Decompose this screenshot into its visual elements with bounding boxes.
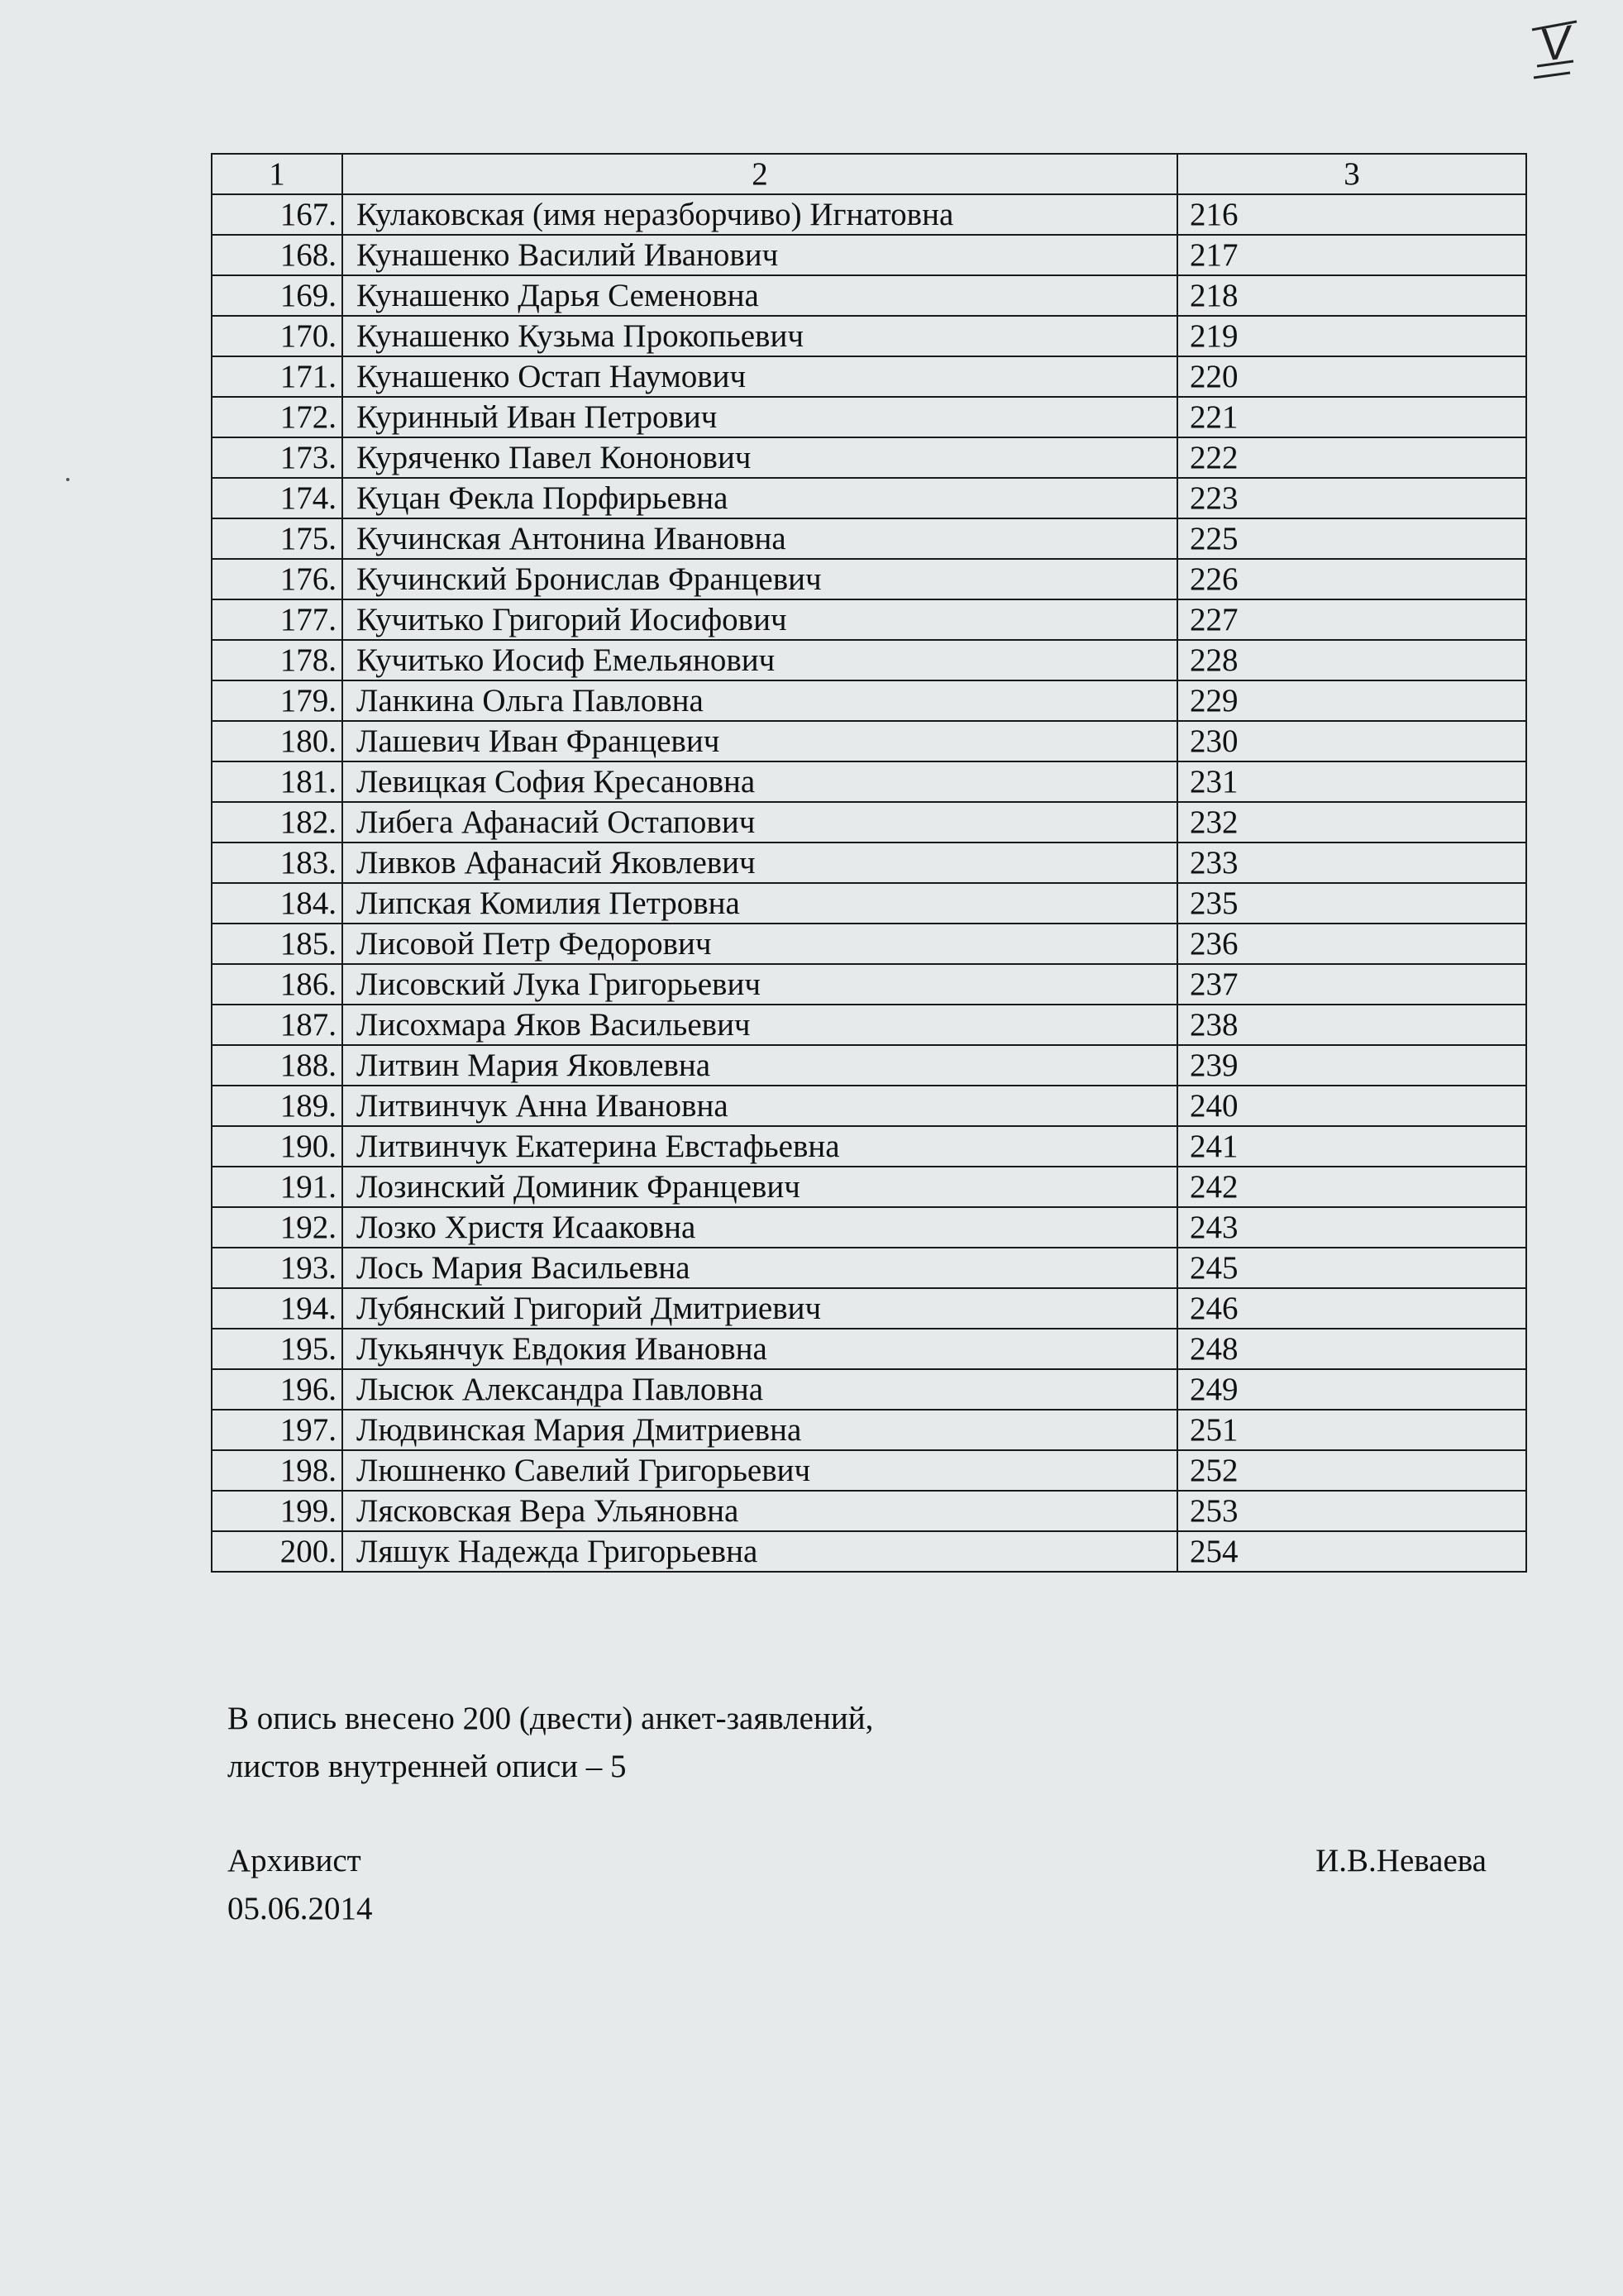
row-number: 172. [212, 397, 342, 437]
row-full-name: Ливков Афанасий Яковлевич [342, 843, 1177, 883]
row-full-name: Ланкина Ольга Павловна [342, 680, 1177, 721]
row-number: 193. [212, 1248, 342, 1288]
table-row [212, 559, 1526, 599]
inventory-summary-line-2: листов внутренней описи – 5 [227, 1749, 627, 1784]
table-row [212, 1207, 1526, 1248]
row-full-name: Лысюк Александра Павловна [342, 1369, 1177, 1410]
signer-role: Архивист [227, 1843, 361, 1878]
row-full-name: Лозинский Доминик Францевич [342, 1167, 1177, 1207]
column-header-name: 2 [342, 154, 1177, 194]
table-row [212, 1491, 1526, 1531]
table-row [212, 640, 1526, 680]
row-full-name: Людвинская Мария Дмитриевна [342, 1410, 1177, 1450]
row-full-name: Кунашенко Дарья Семеновна [342, 275, 1177, 316]
table-row [212, 316, 1526, 356]
row-sheet-number: 240 [1177, 1086, 1526, 1126]
table-row [212, 802, 1526, 843]
row-full-name: Куцан Фекла Порфирьевна [342, 478, 1177, 518]
row-sheet-number: 243 [1177, 1207, 1526, 1248]
row-sheet-number: 223 [1177, 478, 1526, 518]
table-row [212, 680, 1526, 721]
row-sheet-number: 226 [1177, 559, 1526, 599]
table-row [212, 1531, 1526, 1572]
row-number: 173. [212, 437, 342, 478]
row-number: 188. [212, 1045, 342, 1086]
row-full-name: Литвин Мария Яковлевна [342, 1045, 1177, 1086]
column-header-number: 1 [212, 154, 342, 194]
row-full-name: Ляшук Надежда Григорьевна [342, 1531, 1177, 1572]
row-full-name: Кучитько Григорий Иосифович [342, 599, 1177, 640]
row-full-name: Лисовой Петр Федорович [342, 924, 1177, 964]
table-row [212, 478, 1526, 518]
table-row [212, 437, 1526, 478]
row-number: 192. [212, 1207, 342, 1248]
row-sheet-number: 248 [1177, 1329, 1526, 1369]
row-sheet-number: 236 [1177, 924, 1526, 964]
row-sheet-number: 232 [1177, 802, 1526, 843]
row-full-name: Лясковская Вера Ульяновна [342, 1491, 1177, 1531]
row-sheet-number: 222 [1177, 437, 1526, 478]
row-sheet-number: 238 [1177, 1005, 1526, 1045]
row-number: 167. [212, 194, 342, 235]
inventory-summary-line-1: В опись внесено 200 (двести) анкет-заявлений, [227, 1701, 874, 1736]
row-full-name: Куряченко Павел Кононович [342, 437, 1177, 478]
row-full-name: Лашевич Иван Францевич [342, 721, 1177, 761]
row-number: 199. [212, 1491, 342, 1531]
handwritten-page-mark [1525, 15, 1583, 106]
row-number: 186. [212, 964, 342, 1005]
row-number: 183. [212, 843, 342, 883]
row-sheet-number: 231 [1177, 761, 1526, 802]
row-full-name: Лисохмара Яков Васильевич [342, 1005, 1177, 1045]
row-full-name: Либега Афанасий Остапович [342, 802, 1177, 843]
row-full-name: Липская Комилия Петровна [342, 883, 1177, 924]
row-number: 169. [212, 275, 342, 316]
row-sheet-number: 242 [1177, 1167, 1526, 1207]
row-sheet-number: 246 [1177, 1288, 1526, 1329]
row-number: 179. [212, 680, 342, 721]
row-sheet-number: 216 [1177, 194, 1526, 235]
row-number: 171. [212, 356, 342, 397]
row-sheet-number: 237 [1177, 964, 1526, 1005]
signer-name: И.В.Неваева [1315, 1843, 1487, 1878]
row-sheet-number: 225 [1177, 518, 1526, 559]
row-sheet-number: 239 [1177, 1045, 1526, 1086]
row-sheet-number: 228 [1177, 640, 1526, 680]
row-sheet-number: 221 [1177, 397, 1526, 437]
row-number: 195. [212, 1329, 342, 1369]
row-number: 178. [212, 640, 342, 680]
row-full-name: Кулаковская (имя неразборчиво) Игнатовна [342, 194, 1177, 235]
row-sheet-number: 254 [1177, 1531, 1526, 1572]
row-number: 176. [212, 559, 342, 599]
table-row [212, 924, 1526, 964]
table-row [212, 1086, 1526, 1126]
row-full-name: Лубянский Григорий Дмитриевич [342, 1288, 1177, 1329]
row-full-name: Кунашенко Остап Наумович [342, 356, 1177, 397]
table-row [212, 1329, 1526, 1369]
table-row [212, 843, 1526, 883]
row-sheet-number: 235 [1177, 883, 1526, 924]
table-row [212, 599, 1526, 640]
row-number: 187. [212, 1005, 342, 1045]
row-number: 168. [212, 235, 342, 275]
row-full-name: Лукьянчук Евдокия Ивановна [342, 1329, 1177, 1369]
row-sheet-number: 217 [1177, 235, 1526, 275]
row-full-name: Куринный Иван Петрович [342, 397, 1177, 437]
table-row [212, 1167, 1526, 1207]
row-sheet-number: 233 [1177, 843, 1526, 883]
table-row [212, 356, 1526, 397]
table-row [212, 721, 1526, 761]
row-full-name: Кучинский Бронислав Францевич [342, 559, 1177, 599]
row-number: 194. [212, 1288, 342, 1329]
table-row [212, 194, 1526, 235]
table-row [212, 1369, 1526, 1410]
row-sheet-number: 241 [1177, 1126, 1526, 1167]
row-sheet-number: 249 [1177, 1369, 1526, 1410]
row-number: 189. [212, 1086, 342, 1126]
row-full-name: Кунашенко Василий Иванович [342, 235, 1177, 275]
table-row [212, 883, 1526, 924]
signature-date: 05.06.2014 [227, 1891, 373, 1926]
table-row [212, 964, 1526, 1005]
row-number: 185. [212, 924, 342, 964]
row-number: 198. [212, 1450, 342, 1491]
row-sheet-number: 227 [1177, 599, 1526, 640]
column-header-sheet: 3 [1177, 154, 1526, 194]
table-header-row [212, 154, 1526, 194]
row-number: 200. [212, 1531, 342, 1572]
inventory-table [211, 153, 1527, 1573]
row-sheet-number: 218 [1177, 275, 1526, 316]
table-row [212, 1045, 1526, 1086]
table-row [212, 397, 1526, 437]
row-sheet-number: 229 [1177, 680, 1526, 721]
row-sheet-number: 252 [1177, 1450, 1526, 1491]
row-number: 196. [212, 1369, 342, 1410]
row-sheet-number: 253 [1177, 1491, 1526, 1531]
table-row [212, 275, 1526, 316]
row-number: 191. [212, 1167, 342, 1207]
row-full-name: Лозко Христя Исааковна [342, 1207, 1177, 1248]
row-number: 177. [212, 599, 342, 640]
row-number: 190. [212, 1126, 342, 1167]
row-full-name: Левицкая София Кресановна [342, 761, 1177, 802]
table-row [212, 1450, 1526, 1491]
row-full-name: Лось Мария Васильевна [342, 1248, 1177, 1288]
row-full-name: Люшненко Савелий Григорьевич [342, 1450, 1177, 1491]
row-number: 180. [212, 721, 342, 761]
row-full-name: Кучитько Иосиф Емельянович [342, 640, 1177, 680]
row-number: 197. [212, 1410, 342, 1450]
table-row [212, 1005, 1526, 1045]
row-sheet-number: 251 [1177, 1410, 1526, 1450]
table-row [212, 1248, 1526, 1288]
row-full-name: Кучинская Антонина Ивановна [342, 518, 1177, 559]
row-number: 181. [212, 761, 342, 802]
row-sheet-number: 219 [1177, 316, 1526, 356]
table-row [212, 1126, 1526, 1167]
table-row [212, 518, 1526, 559]
row-number: 184. [212, 883, 342, 924]
scan-speck [66, 478, 69, 481]
row-number: 170. [212, 316, 342, 356]
row-number: 174. [212, 478, 342, 518]
row-full-name: Литвинчук Анна Ивановна [342, 1086, 1177, 1126]
table-row [212, 1410, 1526, 1450]
row-sheet-number: 230 [1177, 721, 1526, 761]
row-full-name: Лисовский Лука Григорьевич [342, 964, 1177, 1005]
table-row [212, 761, 1526, 802]
page-mark-text: V [1536, 15, 1573, 72]
row-full-name: Кунашенко Кузьма Прокопьевич [342, 316, 1177, 356]
row-full-name: Литвинчук Екатерина Евстафьевна [342, 1126, 1177, 1167]
table-row [212, 1288, 1526, 1329]
table-row [212, 235, 1526, 275]
row-number: 182. [212, 802, 342, 843]
row-number: 175. [212, 518, 342, 559]
row-sheet-number: 245 [1177, 1248, 1526, 1288]
row-sheet-number: 220 [1177, 356, 1526, 397]
